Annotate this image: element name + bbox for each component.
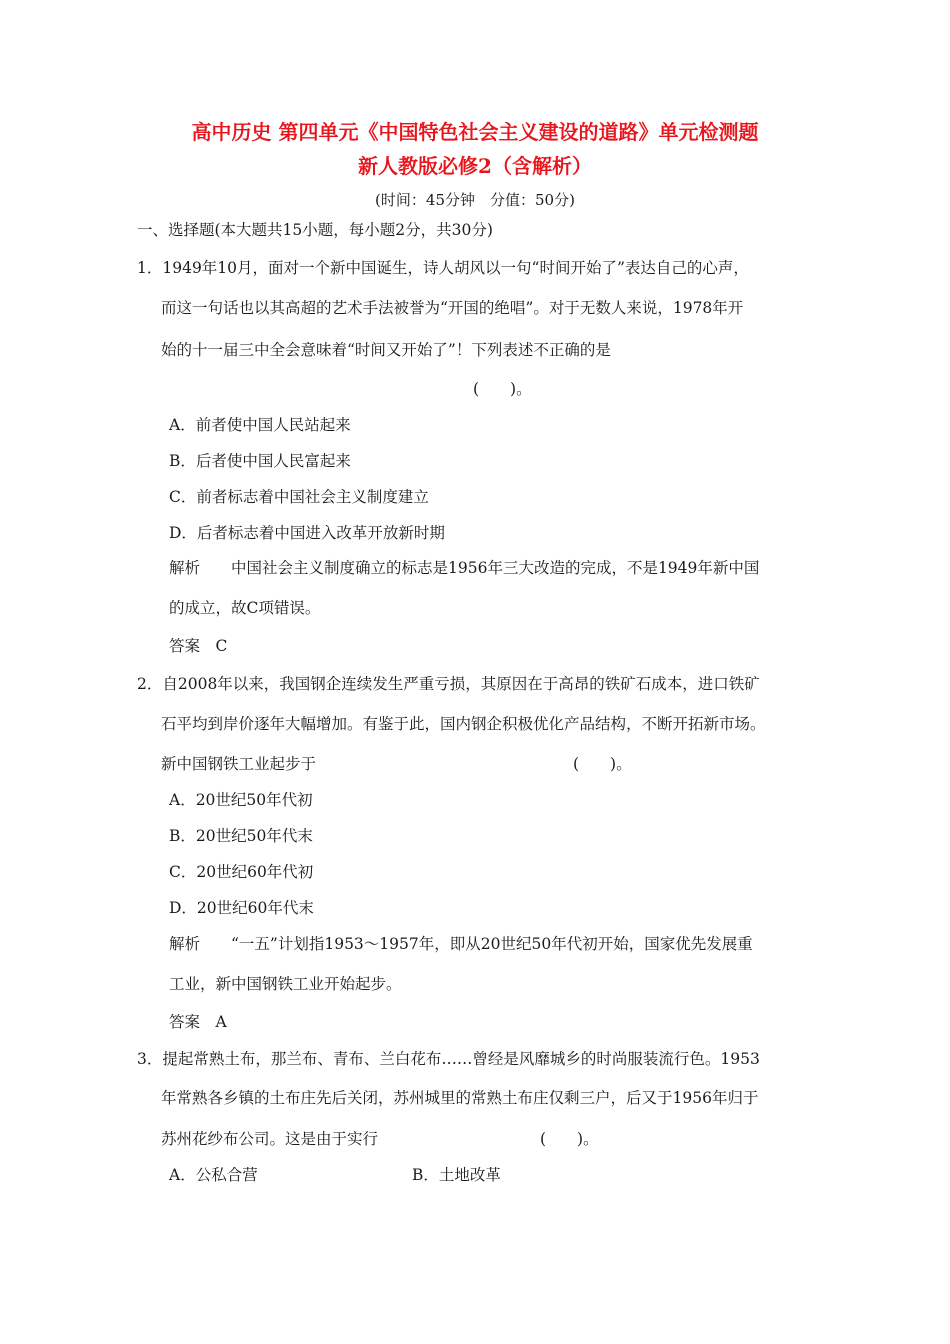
question-2-option-a: A．20世纪50年代初	[169, 791, 313, 809]
exam-time-score: (时间：45分钟 分值：50分)	[375, 191, 575, 209]
question-3-option-a: A．公私合营	[169, 1166, 258, 1184]
question-2-answer: 答案 A	[169, 1013, 227, 1031]
question-1-text-line-2: 而这一句话也以其高超的艺术手法被誉为“开国的绝唱”。对于无数人来说，1978年开	[161, 299, 744, 317]
question-2-option-d: D．20世纪60年代末	[169, 899, 314, 917]
question-2-option-b: B．20世纪50年代末	[169, 827, 313, 845]
question-3-option-b: B．土地改革	[412, 1166, 501, 1184]
question-3-answer-blank: ( )。	[540, 1130, 599, 1148]
question-2-option-c: C．20世纪60年代初	[169, 863, 314, 881]
question-1-explanation-line-1: 解析 中国社会主义制度确立的标志是1956年三大改造的完成，不是1949年新中国	[169, 559, 760, 577]
question-1-answer-blank: ( )。	[473, 380, 532, 398]
question-1-option-c: C．前者标志着中国社会主义制度建立	[169, 488, 429, 506]
question-3-text-line-1: 3．提起常熟土布，那兰布、青布、兰白花布……曾经是风靡城乡的时尚服装流行色。1953	[137, 1050, 760, 1068]
question-1-text-line-3: 始的十一届三中全会意味着“时间又开始了”！下列表述不正确的是	[161, 341, 611, 359]
question-3-text-line-2: 年常熟各乡镇的土布庄先后关闭，苏州城里的常熟土布庄仅剩三户，后又于1956年归于	[161, 1089, 759, 1107]
question-1-option-d: D．后者标志着中国进入改革开放新时期	[169, 524, 445, 542]
document-subtitle: 新人教版必修2（含解析）	[358, 154, 592, 178]
question-1-answer: 答案 C	[169, 637, 228, 655]
question-2-text-line-1: 2．自2008年以来，我国钢企连续发生严重亏损，其原因在于高昂的铁矿石成本，进口铁矿	[137, 675, 760, 693]
question-2-text-line-3: 新中国钢铁工业起步于	[161, 755, 317, 773]
question-1-option-a: A．前者使中国人民站起来	[169, 416, 351, 434]
question-2-explanation-line-1: 解析 “一五”计划指1953～1957年，即从20世纪50年代初开始，国家优先发展重	[169, 935, 753, 953]
document-title: 高中历史 第四单元《中国特色社会主义建设的道路》单元检测题	[191, 120, 759, 144]
question-2-text-line-2: 石平均到岸价逐年大幅增加。有鉴于此，国内钢企积极优化产品结构，不断开拓新市场。	[161, 715, 766, 733]
question-1-text-line-1: 1．1949年10月，面对一个新中国诞生，诗人胡风以一句“时间开始了”表达自己的心声，	[137, 259, 749, 277]
question-2-explanation-line-2: 工业，新中国钢铁工业开始起步。	[169, 975, 402, 993]
question-1-explanation-line-2: 的成立，故C项错误。	[169, 599, 321, 617]
section-heading: 一、选择题(本大题共15小题，每小题2分，共30分)	[137, 221, 493, 239]
question-3-text-line-3: 苏州花纱布公司。这是由于实行	[161, 1130, 379, 1148]
question-2-answer-blank: ( )。	[573, 755, 632, 773]
question-1-option-b: B．后者使中国人民富起来	[169, 452, 351, 470]
